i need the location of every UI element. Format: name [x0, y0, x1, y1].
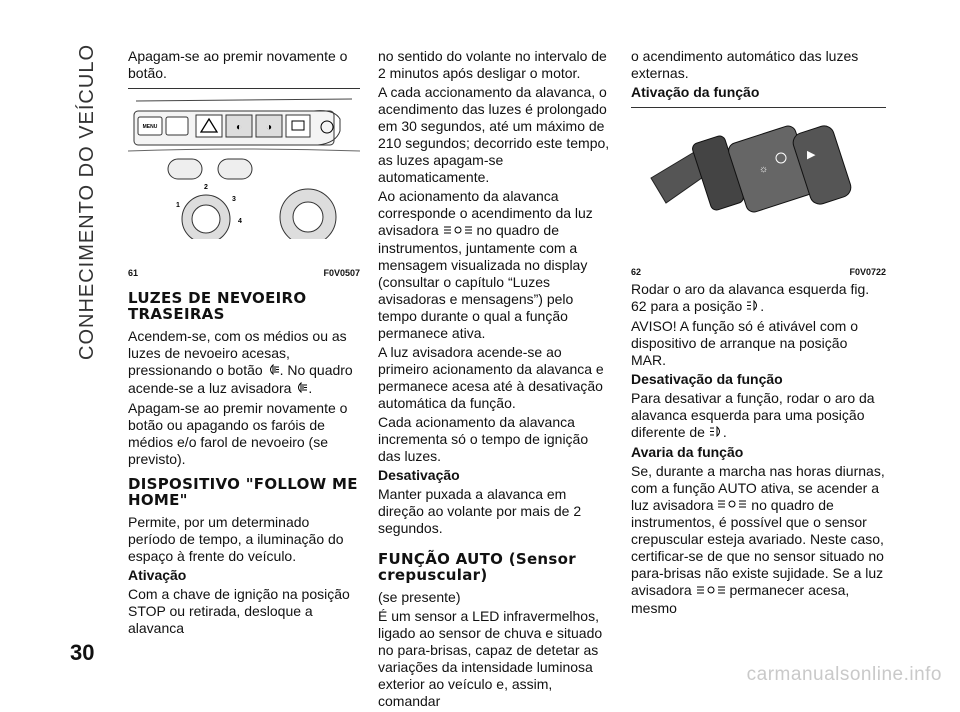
- page-number: 30: [70, 640, 95, 665]
- paragraph: Cada acionamento da alavanca incrementa só o tempo de ignição das luzes.: [378, 413, 589, 464]
- paragraph: Permite, por um determinado período de tempo, a iluminação do espaço à frente do veículo.: [128, 513, 344, 564]
- paragraph: Com a chave de ignição na posição STOP ou retirada, desloque a alavanca: [128, 585, 350, 636]
- menu-button-label: MENU: [142, 124, 158, 130]
- heading-auto-function: FUNÇÃO AUTO (Sensor crepuscular): [378, 549, 576, 584]
- column-1: [128, 48, 360, 639]
- paragraph: É um sensor a LED infravermelhos, ligado ao sensor de chuva e situado no para-brisas, capaz de detetar as variações da intensidade luminosa exterior ao veículo e, assim, comandar: [378, 607, 603, 709]
- paragraph: Manter puxada a alavanca em direção ao volante por mais de 2 segundos.: [378, 485, 582, 536]
- text-run: no quadro de instrumentos, juntamente com a mensagem visualizada no display (consultar o capítulo “Luzes avisadoras e mensagens”) pelo tempo durante o qual a função permanece ativa.: [378, 222, 588, 341]
- headlight-icon: ▶: [807, 149, 816, 161]
- subheading-activation: Ativação: [128, 566, 187, 583]
- dashboard-buttons-illustration: [128, 89, 360, 259]
- paragraph: Apagam-se ao premir novamente o botão ou apagando os faróis de médios e/o farol de nevoeiro (se previsto).: [128, 399, 348, 467]
- paragraph: [631, 463, 886, 618]
- paragraph: o acendimento automático das luzes externas.: [631, 48, 859, 81]
- heading-follow-me-home: DISPOSITIVO "FOLLOW ME HOME": [128, 474, 358, 509]
- text-run: no quadro de instrumentos, é possível que o sensor crepuscular esteja avariado. Neste caso, certificar-se de que no sensor situado no para-brisas não existe sujidade. Se a luz avisadora: [631, 496, 884, 599]
- section-side-title: [68, 40, 108, 370]
- follow-me-home-icon: [443, 223, 473, 240]
- knob-mark-3: 3: [232, 196, 236, 203]
- subheading-function-fault: Avaria da função: [631, 443, 744, 460]
- auto-light-icon: [746, 299, 760, 316]
- subheading-function-activation: Ativação da função: [631, 84, 760, 100]
- figure-code: F0V0507: [323, 268, 360, 278]
- paragraph: [128, 328, 360, 398]
- rear-fog-icon: [267, 363, 280, 380]
- lighting-fault-icon: [696, 583, 726, 600]
- text-run: permanecer acesa, mesmo: [631, 582, 850, 617]
- knob-mark-2: 2: [204, 184, 208, 191]
- light-icon: ☼: [759, 164, 769, 175]
- paragraph: [631, 281, 886, 316]
- text-run: Para desativar a função, rodar o aro da alavanca esquerda para uma posição diferente de: [631, 389, 875, 440]
- figure-caption: [631, 264, 886, 281]
- paragraph: no sentido do volante no intervalo de 2 minutos após desligar o motor.: [378, 48, 607, 81]
- watermark: carmanualsonline.info: [746, 664, 942, 685]
- text-run: .: [722, 423, 727, 440]
- paragraph: Apagam-se ao premir novamente o botão.: [128, 48, 348, 81]
- lighting-fault-icon: [717, 497, 747, 514]
- auto-light-icon: [709, 425, 723, 442]
- figure-number: 62: [631, 267, 642, 277]
- light-stalk-illustration: [631, 108, 886, 258]
- text-run: .: [308, 379, 313, 396]
- paragraph: (se presente): [378, 588, 461, 605]
- text-run: Se, durante a marcha nas horas diurnas, com a função AUTO ativa, se acender a luz avisadora: [631, 462, 885, 513]
- paragraph: A luz avisadora acende-se ao primeiro acionamento da alavanca e permanece acesa até à desativação automática da função.: [378, 343, 604, 411]
- text-run: . No quadro acende-se a luz avisadora: [128, 362, 353, 396]
- text-run: .: [760, 298, 765, 314]
- fog-rear-icon: ◑: [265, 122, 273, 133]
- paragraph: [631, 390, 886, 442]
- paragraph: [378, 188, 614, 342]
- figure-code: F0V0722: [849, 267, 886, 277]
- subheading-function-deactivation: Desativação da função: [631, 370, 783, 387]
- figure-number: 61: [128, 268, 139, 278]
- figure-caption: [128, 265, 360, 282]
- text-run: Ao acionamento da alavanca corresponde o acendimento da luz avisadora: [378, 188, 593, 238]
- knob-mark-1: 1: [176, 202, 180, 209]
- knob-mark-4: 4: [238, 218, 242, 225]
- text-run: Rodar o aro da alavanca esquerda fig. 62 para a posição: [631, 281, 870, 314]
- figure-62: [631, 107, 886, 281]
- figure-61: [128, 88, 360, 282]
- paragraph: A cada accionamento da alavanca, o acendimento das luzes é prolongado em 30 segundos, até um máximo de 210 segundos; decorrido este tempo, as luzes apagam-se automaticamente.: [378, 84, 610, 185]
- heading-rear-fog: LUZES DE NEVOEIRO TRASEIRAS: [128, 289, 307, 323]
- subheading-deactivation: Desativação: [378, 466, 460, 483]
- rear-fog-warning-icon: [295, 381, 308, 398]
- fog-front-icon: ◐: [235, 122, 243, 133]
- text-run: Acendem-se, com os médios ou as luzes de nevoeiro acesas, pressionando o botão: [128, 328, 347, 378]
- column-3: [631, 48, 886, 619]
- column-2: [378, 48, 614, 712]
- section-title-text: CONHECIMENTO DO VEÍCULO: [76, 44, 98, 360]
- paragraph: AVISO! A função só é ativável com o dispositivo de arranque na posição MAR.: [631, 317, 858, 368]
